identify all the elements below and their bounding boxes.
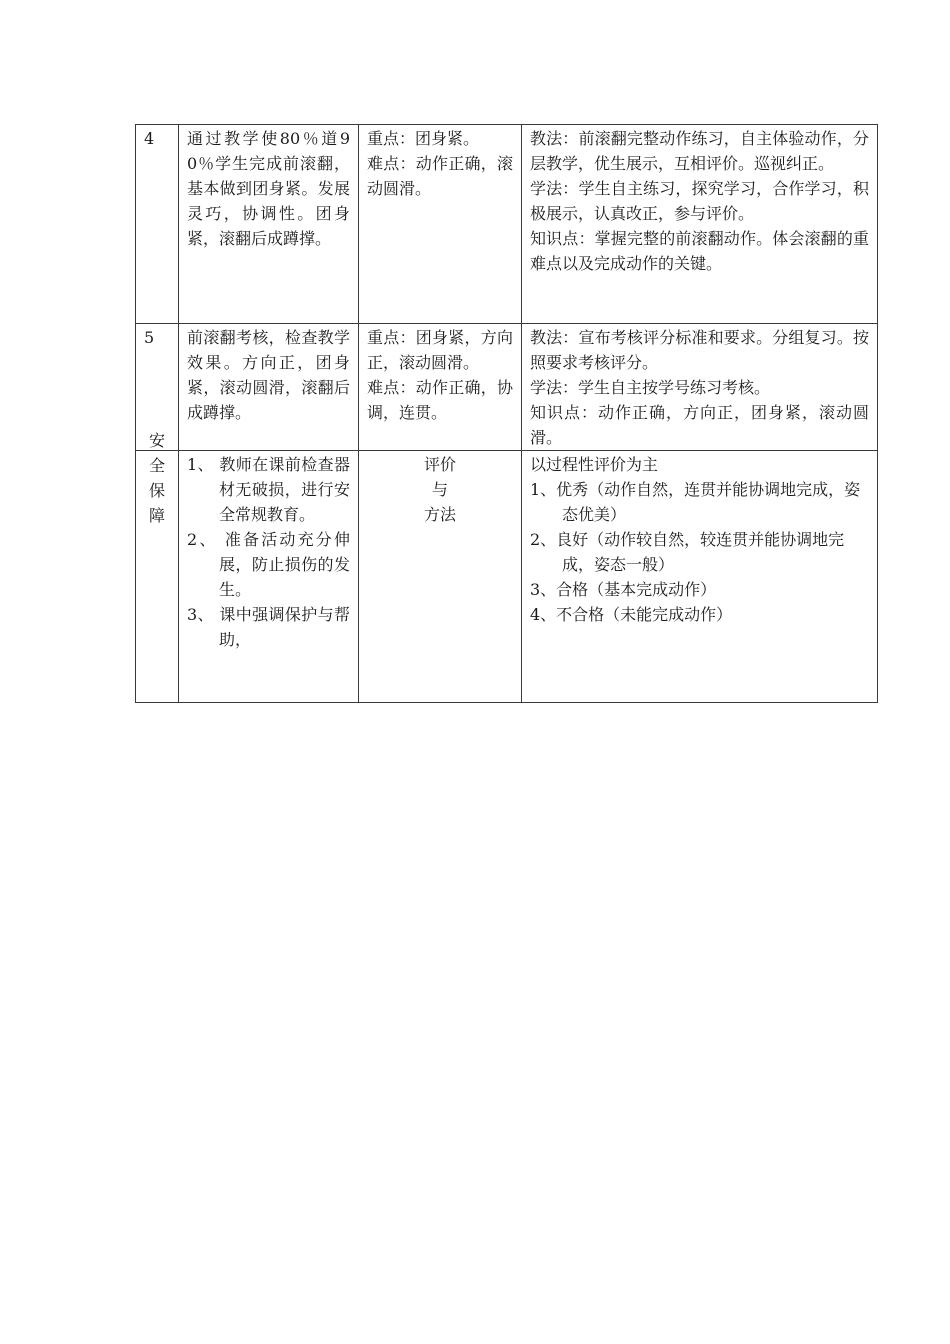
methods-cell	[522, 324, 878, 451]
evaluation-label-line: 评价	[423, 455, 456, 474]
key-point-focus: 重点：团身紧，方向正，滚动圆滑。	[367, 328, 513, 372]
key-points-cell	[359, 125, 522, 324]
lesson-number-cell	[136, 125, 179, 324]
table-row-lesson-5	[136, 324, 878, 451]
learning-method: 学法：学生自主按学号练习考核。	[530, 378, 771, 397]
evaluation-criteria-cell	[522, 451, 878, 703]
safety-label: 安全保障	[148, 431, 165, 525]
safety-item: 1、 教师在课前检查器材无破损，进行安全常规教育。	[187, 455, 350, 524]
key-point-difficulty: 难点：动作正确，协调，连贯。	[367, 378, 513, 422]
table-row-lesson-4	[136, 125, 878, 324]
table-row-safety	[136, 451, 878, 703]
evaluation-item: 4、不合格（未能完成动作）	[530, 605, 733, 624]
evaluation-item: 2、良好（动作较自然，较连贯并能协调地完成，姿态一般）	[530, 530, 845, 574]
teaching-method: 教法：宣布考核评分标准和要求。分组复习。按照要求考核评分。	[530, 328, 869, 372]
lesson-goal-text: 通过教学使80％道90％学生完成前滚翻，基本做到团身紧。发展灵巧，协调性。团身紧，滚翻后成蹲撑。	[187, 129, 350, 248]
safety-item: 2、 准备活动充分伸展，防止损伤的发生。	[187, 530, 350, 599]
evaluation-label-line: 方法	[423, 505, 456, 524]
safety-item: 3、 课中强调保护与帮助，	[187, 605, 350, 649]
safety-items-cell	[179, 451, 359, 703]
evaluation-intro: 以过程性评价为主	[530, 455, 659, 474]
lesson-number: 5	[144, 328, 155, 347]
knowledge-point: 知识点：动作正确，方向正，团身紧，滚动圆滑。	[530, 403, 869, 447]
key-points-cell	[359, 324, 522, 451]
teaching-method: 教法：前滚翻完整动作练习，自主体验动作，分层教学，优生展示，互相评价。巡视纠正。	[530, 129, 869, 173]
knowledge-point: 知识点：掌握完整的前滚翻动作。体会滚翻的重难点以及完成动作的关键。	[530, 229, 869, 273]
key-point-focus: 重点：团身紧。	[367, 129, 480, 148]
learning-method: 学法：学生自主练习，探究学习，合作学习，积极展示，认真改正，参与评价。	[530, 179, 869, 223]
lesson-goal-cell	[179, 125, 359, 324]
lesson-goal-text: 前滚翻考核，检查教学效果。方向正，团身紧，滚动圆滑，滚翻后成蹲撑。	[187, 328, 350, 422]
lesson-goal-cell	[179, 324, 359, 451]
evaluation-label-line: 与	[431, 480, 448, 499]
safety-label-cell	[136, 431, 179, 703]
lesson-number: 4	[144, 129, 155, 148]
lesson-plan-table	[135, 124, 878, 703]
methods-cell	[522, 125, 878, 324]
key-point-difficulty: 难点：动作正确，滚动圆滑。	[367, 154, 513, 198]
evaluation-label-cell	[359, 451, 522, 703]
evaluation-item: 1、优秀（动作自然，连贯并能协调地完成，姿态优美）	[530, 480, 861, 524]
evaluation-item: 3、合格（基本完成动作）	[530, 580, 717, 599]
